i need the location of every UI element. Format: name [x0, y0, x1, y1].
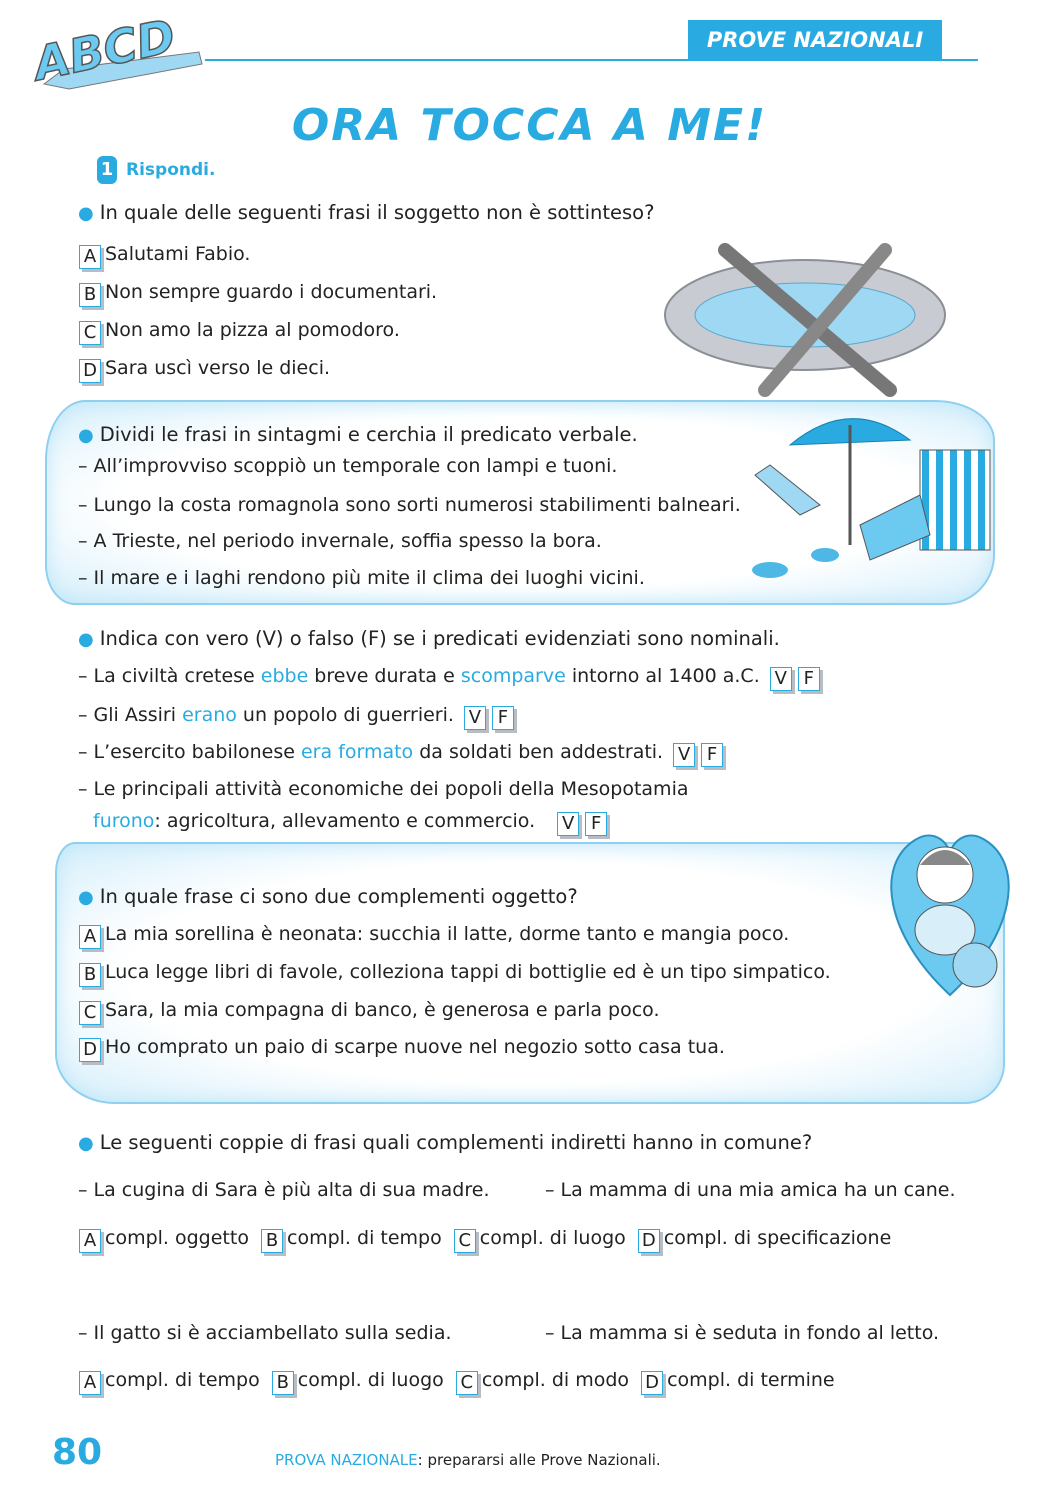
option-box[interactable]: C	[79, 321, 101, 345]
text: – Gli Assiri	[78, 704, 183, 726]
false-box[interactable]: F	[585, 812, 607, 836]
option-text: compl. di luogo	[297, 1369, 444, 1391]
option-c[interactable]	[456, 1369, 629, 1391]
text: : agricoltura, allevamento e commercio.	[154, 810, 536, 832]
option-box[interactable]: C	[456, 1371, 478, 1395]
option-text: compl. di tempo	[105, 1369, 260, 1391]
highlighted-predicate: erano	[182, 704, 237, 726]
bullet-icon: ●	[78, 629, 94, 650]
q1-option-b[interactable]	[79, 279, 437, 307]
q5-pair2-sentence-a: – Il gatto si è acciambellato sulla sedia.	[78, 1322, 452, 1344]
q5-question	[78, 1130, 812, 1157]
q5-pair1-sentence-b: – La mamma di una mia amica ha un cane.	[545, 1179, 956, 1201]
option-box[interactable]: D	[79, 1038, 101, 1062]
highlighted-predicate: era formato	[300, 741, 414, 763]
q3-sentence-1	[78, 663, 826, 691]
option-text: La mia sorellina è neonata: succhia il latte, dorme tanto e mangia poco.	[105, 923, 790, 945]
option-box[interactable]: B	[79, 963, 101, 987]
option-box[interactable]: D	[638, 1229, 660, 1253]
option-text: compl. di termine	[667, 1369, 835, 1391]
option-text: Sara uscì verso le dieci.	[105, 357, 331, 379]
q5-pair1-sentence-a: – La cugina di Sara è più alta di sua madre.	[78, 1179, 490, 1201]
true-box[interactable]: V	[770, 667, 792, 691]
q2-question	[78, 422, 638, 449]
page-number: 80	[52, 1432, 103, 1473]
question-text: Dividi le frasi in sintagmi e cerchia il predicato verbale.	[99, 423, 638, 446]
q4-option-d[interactable]	[79, 1034, 725, 1062]
option-text: Sara, la mia compagna di banco, è generosa e parla poco.	[105, 999, 660, 1021]
option-box[interactable]: B	[272, 1371, 294, 1395]
option-box[interactable]: B	[79, 283, 101, 307]
q5-options-2	[79, 1367, 835, 1395]
exercise-instruction: Rispondi.	[126, 160, 216, 180]
question-text: Indica con vero (V) o falso (F) se i predicati evidenziati sono nominali.	[99, 627, 780, 650]
puddle-illustration	[655, 240, 955, 400]
question-text: In quale frase ci sono due complementi oggetto?	[99, 885, 578, 908]
q2-sentence[interactable]: – Lungo la costa romagnola sono sorti numerosi stabilimenti balneari.	[78, 494, 741, 516]
q3-sentence-4-cont	[93, 808, 613, 836]
q2-sentence[interactable]: – A Trieste, nel periodo invernale, soffia spesso la bora.	[78, 530, 602, 552]
q3-sentence-4: – Le principali attività economiche dei popoli della Mesopotamia	[78, 778, 689, 800]
option-text: compl. oggetto	[105, 1227, 249, 1249]
q4-option-c[interactable]	[79, 997, 660, 1025]
q2-sentence[interactable]: – All’improvviso scoppiò un temporale con lampi e tuoni.	[78, 455, 618, 477]
q3-sentence-3	[78, 739, 729, 767]
q5-pair2-sentence-b: – La mamma si è seduta in fondo al letto.	[545, 1322, 940, 1344]
bullet-icon: ●	[78, 425, 94, 446]
false-box[interactable]: F	[701, 743, 723, 767]
option-a[interactable]	[79, 1369, 260, 1391]
option-c[interactable]	[454, 1227, 626, 1249]
q3-sentence-2	[78, 702, 520, 730]
exercise-number-badge: 1	[97, 156, 117, 184]
text: – L’esercito babilonese	[78, 741, 301, 763]
option-text: Salutami Fabio.	[105, 243, 251, 265]
option-box[interactable]: B	[261, 1229, 283, 1253]
q5-options-1	[79, 1225, 891, 1253]
option-b[interactable]	[261, 1227, 442, 1249]
true-box[interactable]: V	[673, 743, 695, 767]
text: da soldati ben addestrati.	[413, 741, 664, 763]
beach-illustration	[740, 395, 1000, 595]
q4-question	[78, 884, 578, 911]
option-d[interactable]	[641, 1369, 835, 1391]
question-text: Le seguenti coppie di frasi quali complementi indiretti hanno in comune?	[99, 1131, 813, 1154]
option-box[interactable]: A	[79, 245, 101, 269]
baby-illustration	[875, 805, 1025, 1005]
footer-note	[275, 1447, 661, 1473]
option-text: compl. di luogo	[479, 1227, 626, 1249]
true-box[interactable]: V	[464, 706, 486, 730]
option-text: compl. di modo	[481, 1369, 630, 1391]
option-box[interactable]: D	[79, 359, 101, 383]
q2-sentence[interactable]: – Il mare e i laghi rendono più mite il clima dei luoghi vicini.	[78, 567, 645, 589]
option-box[interactable]: A	[79, 1229, 101, 1253]
option-box[interactable]: C	[79, 1001, 101, 1025]
text: – La civiltà cretese	[78, 665, 261, 687]
option-text: compl. di tempo	[287, 1227, 442, 1249]
pencil-logo-icon	[14, 14, 204, 94]
section-badge: PROVE NAZIONALI	[688, 20, 942, 60]
q3-question	[78, 626, 780, 653]
true-box[interactable]: V	[557, 812, 579, 836]
text: un popolo di guerrieri.	[236, 704, 454, 726]
page-title: ORA TOCCA A ME!	[291, 100, 768, 151]
text: breve durata e	[308, 665, 461, 687]
option-b[interactable]	[272, 1369, 444, 1391]
option-text: Luca legge libri di favole, colleziona tappi di bottiglie ed è un tipo simpatico.	[105, 961, 831, 983]
option-box[interactable]: D	[641, 1371, 663, 1395]
text: intorno al 1400 a.C.	[565, 665, 760, 687]
bullet-icon: ●	[78, 887, 94, 908]
option-text: Ho comprato un paio di scarpe nuove nel negozio sotto casa tua.	[105, 1036, 725, 1058]
footer-text: : prepararsi alle Prove Nazionali.	[417, 1451, 661, 1469]
bullet-icon: ●	[78, 1133, 94, 1154]
bullet-icon: ●	[78, 203, 94, 224]
q1-option-c[interactable]	[79, 317, 400, 345]
q1-question	[78, 200, 654, 227]
question-text: In quale delle seguenti frasi il soggetto non è sottinteso?	[99, 201, 655, 224]
q1-option-a[interactable]	[79, 241, 250, 269]
highlighted-predicate: furono	[93, 810, 155, 832]
svg-text:ABCD: ABCD	[29, 14, 180, 92]
option-d[interactable]	[638, 1227, 891, 1249]
false-box[interactable]: F	[798, 667, 820, 691]
option-a[interactable]	[79, 1227, 249, 1249]
option-text: Non sempre guardo i documentari.	[105, 281, 438, 303]
q4-option-a[interactable]	[79, 921, 789, 949]
false-box[interactable]: F	[492, 706, 514, 730]
option-box[interactable]: A	[79, 925, 101, 949]
option-box[interactable]: A	[79, 1371, 101, 1395]
option-text: Non amo la pizza al pomodoro.	[105, 319, 400, 341]
option-text: compl. di specificazione	[663, 1227, 892, 1249]
highlighted-predicate: scomparve	[460, 665, 566, 687]
logo	[14, 14, 204, 94]
option-box[interactable]: C	[454, 1229, 476, 1253]
q1-option-d[interactable]	[79, 355, 330, 383]
q4-option-b[interactable]	[79, 959, 831, 987]
footer-label: PROVA NAZIONALE	[275, 1451, 418, 1469]
highlighted-predicate: ebbe	[260, 665, 309, 687]
